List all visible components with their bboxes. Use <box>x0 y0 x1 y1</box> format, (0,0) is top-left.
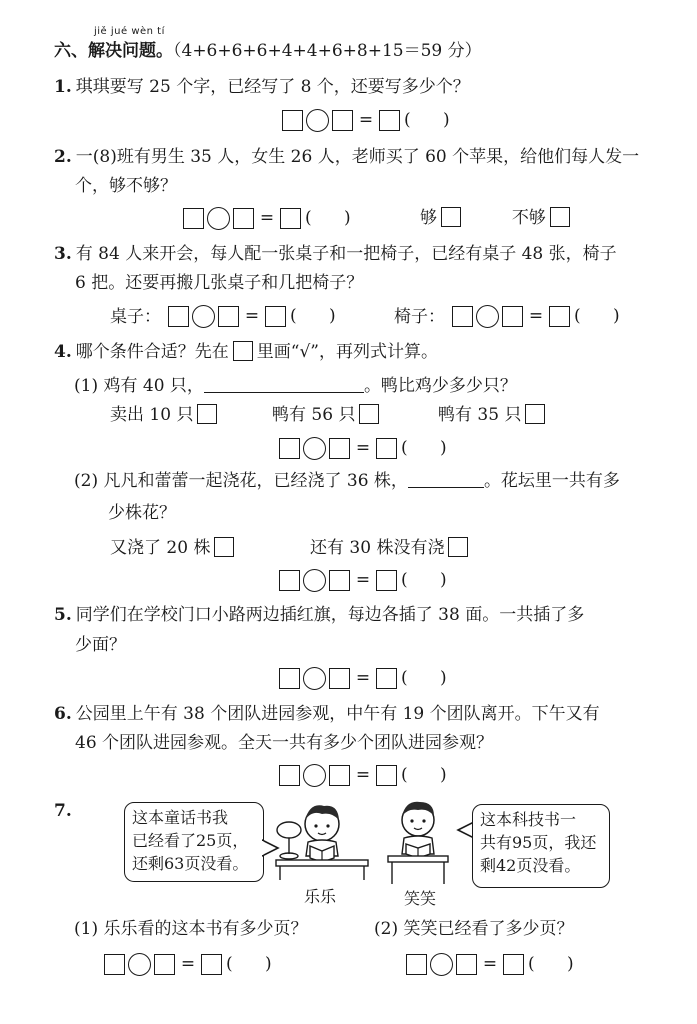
lele-speech-bubble <box>124 802 264 882</box>
answer-box[interactable] <box>279 765 300 786</box>
equals-sign: = <box>358 110 374 130</box>
option-checkbox[interactable] <box>214 537 234 557</box>
question-number: 1. <box>54 77 72 97</box>
unit-blank[interactable]: ( ) <box>401 438 447 458</box>
operator-circle[interactable] <box>303 667 326 690</box>
question-text: (1) 鸡有 40 只， <box>74 376 204 396</box>
equals-sign: = <box>355 668 371 688</box>
section-title: 六、解决问题。 <box>54 41 173 61</box>
bubble-line: 这本科技书一 <box>480 810 577 829</box>
answer-box[interactable] <box>329 668 350 689</box>
option-label: 又浇了 20 株 <box>110 538 211 558</box>
unit-blank[interactable]: ( ) <box>401 668 447 688</box>
question-text: 一(8)班有男生 35 人，女生 26 人，老师买了 60 个苹果，给他们每人发一 <box>75 147 640 167</box>
answer-box[interactable] <box>452 306 473 327</box>
unit-blank[interactable]: ( ) <box>226 954 272 974</box>
question-6-line2: 46 个团队进园参观。全天一共有多少个团队进园参观？ <box>75 733 494 753</box>
answer-box[interactable] <box>154 954 175 975</box>
equation-q4-1 <box>279 435 447 461</box>
bubble-line: 已经看了25页， <box>132 831 249 850</box>
question-number: 6. <box>54 704 72 724</box>
option-label: 卖出 10 只 <box>110 405 194 425</box>
answer-box[interactable] <box>332 110 353 131</box>
q4-part1 <box>74 375 517 397</box>
answer-box[interactable] <box>502 306 523 327</box>
option-checkbox[interactable] <box>448 537 468 557</box>
answer-box[interactable] <box>279 668 300 689</box>
result-box[interactable] <box>376 570 397 591</box>
option-not-enough-checkbox[interactable] <box>550 207 570 227</box>
question-text: 有 84 人来开会，每人配一张桌子和一把椅子，已经有桌子 48 张，椅子 <box>75 244 617 264</box>
bubble-line: 共有95页，我还 <box>480 833 597 852</box>
answer-box[interactable] <box>329 765 350 786</box>
equals-sign: = <box>355 765 371 785</box>
answer-box[interactable] <box>456 954 477 975</box>
q4-part2-line2: 少株花？ <box>108 503 176 523</box>
question-text: 琪琪要写 25 个字，已经写了 8 个，还要写多少个？ <box>75 77 470 97</box>
bubble-line: 剩42页没看。 <box>480 856 581 875</box>
xiaoxiao-speech-bubble <box>472 804 610 888</box>
option-checkbox[interactable] <box>525 404 545 424</box>
xiaoxiao-boy-reading-illustration <box>382 796 454 886</box>
operator-circle[interactable] <box>476 305 499 328</box>
answer-box[interactable] <box>168 306 189 327</box>
answer-box[interactable] <box>218 306 239 327</box>
section-pinyin: jiě jué wèn tí <box>94 26 165 37</box>
lele-name-label: 乐乐 <box>304 887 337 906</box>
unit-blank[interactable]: ( ) <box>404 110 450 130</box>
result-box[interactable] <box>379 110 400 131</box>
option-checkbox[interactable] <box>197 404 217 424</box>
option-not-enough-label: 不够 <box>511 208 546 228</box>
result-box[interactable] <box>280 208 301 229</box>
question-number-7: 7. <box>54 801 72 821</box>
result-box[interactable] <box>376 765 397 786</box>
equals-sign: = <box>180 954 196 974</box>
q4-part1-opt2 <box>272 404 383 426</box>
answer-box[interactable] <box>279 438 300 459</box>
q7-sub2: (2) 笑笑已经看了多少页？ <box>374 919 574 939</box>
operator-circle[interactable] <box>430 953 453 976</box>
equals-sign: = <box>528 306 544 326</box>
q4-part1-opt1 <box>110 404 221 426</box>
equation-q6 <box>279 762 447 788</box>
question-text: 公园里上午有 38 个团队进园参观，中午有 19 个团队离开。下午又有 <box>75 704 600 724</box>
answer-box[interactable] <box>279 570 300 591</box>
xiaoxiao-name-label: 笑笑 <box>404 889 437 908</box>
operator-circle[interactable] <box>207 207 230 230</box>
option-label: 鸭有 35 只 <box>438 405 522 425</box>
question-text: (2) 凡凡和蕾蕾一起浇花，已经浇了 36 株， <box>74 471 408 491</box>
operator-circle[interactable] <box>306 109 329 132</box>
answer-box[interactable] <box>406 954 427 975</box>
unit-blank[interactable]: ( ) <box>401 765 447 785</box>
operator-circle[interactable] <box>303 437 326 460</box>
equals-sign: = <box>355 438 371 458</box>
section-header <box>54 40 482 62</box>
q4-part2-opt1 <box>110 537 238 559</box>
question-number: 2. <box>54 147 72 167</box>
q4-part2-opt2 <box>310 537 472 559</box>
answer-box[interactable] <box>282 110 303 131</box>
fill-blank[interactable] <box>204 376 364 393</box>
fill-blank[interactable] <box>408 471 484 488</box>
question-text: 里画“√”，再列式计算。 <box>256 342 438 362</box>
inline-box-icon <box>233 341 253 361</box>
equation-q1 <box>282 107 450 133</box>
equation-q7-2 <box>406 951 574 977</box>
q7-sub1: (1) 乐乐看的这本书有多少页？ <box>74 919 308 939</box>
answer-box[interactable] <box>104 954 125 975</box>
result-box[interactable] <box>376 668 397 689</box>
option-checkbox[interactable] <box>359 404 379 424</box>
answer-box[interactable] <box>329 570 350 591</box>
section-score: （4+6+6+6+4+4+6+8+15＝59 分） <box>173 41 482 61</box>
option-label: 鸭有 56 只 <box>272 405 356 425</box>
unit-blank[interactable]: ( ) <box>290 306 336 326</box>
answer-box[interactable] <box>329 438 350 459</box>
q4-part2-line1 <box>74 470 620 492</box>
unit-blank[interactable]: ( ) <box>528 954 574 974</box>
operator-circle[interactable] <box>303 764 326 787</box>
option-enough-checkbox[interactable] <box>441 207 461 227</box>
operator-circle[interactable] <box>128 953 151 976</box>
result-box[interactable] <box>376 438 397 459</box>
question-text: 同学们在学校门口小路两边插红旗，每边各插了 38 面。一共插了多 <box>75 605 585 625</box>
equals-sign: = <box>355 570 371 590</box>
result-box[interactable] <box>201 954 222 975</box>
question-5-line1 <box>54 604 584 626</box>
question-text: 。花坛里一共有多 <box>483 471 620 491</box>
equation-q2 <box>183 205 351 231</box>
question-2-line2: 个，够不够？ <box>75 176 177 196</box>
question-number: 4. <box>54 342 72 362</box>
equation-q7-1 <box>104 951 272 977</box>
unit-blank[interactable]: ( ) <box>574 306 620 326</box>
result-box[interactable] <box>503 954 524 975</box>
chair-label: 椅子： <box>394 307 445 327</box>
question-3-line1 <box>54 243 617 265</box>
question-number: 3. <box>54 244 72 264</box>
question-1 <box>54 76 470 98</box>
question-6-line1 <box>54 703 600 725</box>
unit-blank[interactable]: ( ) <box>401 570 447 590</box>
q4-part1-opt3 <box>438 404 549 426</box>
equation-q3-desk <box>168 303 336 329</box>
lele-boy-reading-illustration <box>272 796 372 881</box>
operator-circle[interactable] <box>303 569 326 592</box>
question-number: 5. <box>54 605 72 625</box>
result-box[interactable] <box>265 306 286 327</box>
bubble-line: 还剩63页没看。 <box>132 854 249 873</box>
equals-sign: = <box>244 306 260 326</box>
unit-blank[interactable]: ( ) <box>305 208 351 228</box>
result-box[interactable] <box>549 306 570 327</box>
answer-box[interactable] <box>183 208 204 229</box>
desk-label: 桌子： <box>110 307 161 327</box>
equals-sign: = <box>259 208 275 228</box>
equation-q3-chair <box>452 303 620 329</box>
question-text: 。鸭比鸡少多少只？ <box>363 376 517 396</box>
answer-box[interactable] <box>233 208 254 229</box>
bubble-line: 这本童话书我 <box>132 808 229 827</box>
question-text: 哪个条件合适？先在 <box>75 342 229 362</box>
equation-q5 <box>279 665 447 691</box>
question-3-line2: 6 把。还要再搬几张桌子和几把椅子？ <box>75 273 364 293</box>
q2-options <box>420 207 574 229</box>
operator-circle[interactable] <box>192 305 215 328</box>
question-4-intro <box>54 341 438 363</box>
equals-sign: = <box>482 954 498 974</box>
option-label: 还有 30 株没有浇 <box>310 538 445 558</box>
option-enough-label: 够 <box>420 208 437 228</box>
question-5-line2: 少面？ <box>75 635 126 655</box>
equation-q4-2 <box>279 567 447 593</box>
question-2-line1 <box>54 146 639 168</box>
